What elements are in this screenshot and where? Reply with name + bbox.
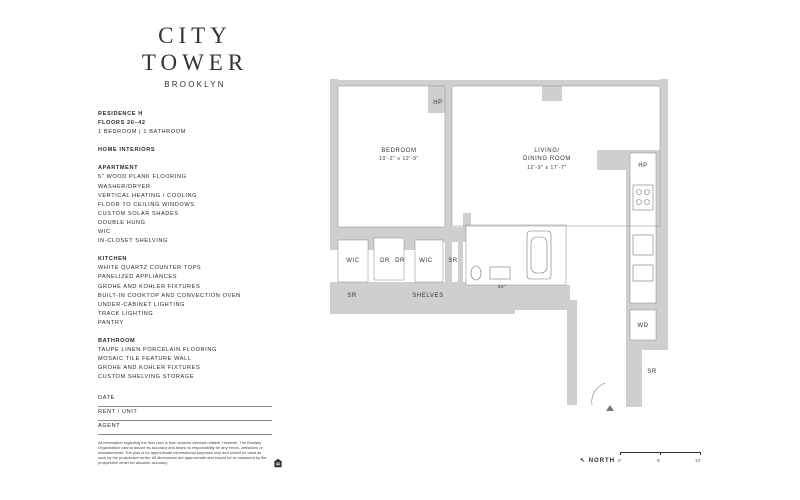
residence-beds: 1 BEDROOM | 1 BATHROOM bbox=[98, 129, 186, 136]
kitchen-item: PANELIZED APPLIANCES bbox=[98, 274, 178, 281]
corridor-wall-left bbox=[567, 300, 577, 405]
brand-line-2: TOWER bbox=[141, 50, 249, 75]
bathroom-heading: BATHROOM bbox=[98, 337, 136, 344]
kitchen-corner bbox=[597, 150, 631, 170]
living-dims: 12'-9" x 17'-7" bbox=[527, 165, 567, 171]
right-upper-wall bbox=[660, 79, 668, 159]
apartment-heading: APARTMENT bbox=[98, 165, 139, 172]
rent-unit-label: RENT / UNIT bbox=[98, 409, 138, 415]
date-field[interactable] bbox=[98, 395, 272, 407]
residence-floors: FLOORS 20–42 bbox=[98, 120, 146, 127]
date-label: DATE bbox=[98, 395, 115, 401]
residence-name: RESIDENCE H bbox=[98, 111, 143, 117]
wd-label: WD bbox=[637, 323, 649, 329]
sr-label-1: SR bbox=[448, 258, 458, 264]
dr-label-2: DR bbox=[395, 258, 405, 264]
apartment-item: 5" WOOD PLANK FLOORING bbox=[98, 174, 187, 181]
column-top bbox=[542, 86, 562, 101]
brand-line-1: CITY bbox=[158, 23, 232, 48]
apartment-item: DOUBLE HUNG bbox=[98, 219, 146, 226]
rent-unit-field[interactable] bbox=[98, 409, 272, 421]
kitchen-item: GROHE AND KOHLER FIXTURES bbox=[98, 283, 201, 290]
kitchen-item: BUILT-IN COOKTOP AND CONVECTION OVEN bbox=[98, 292, 241, 299]
north-indicator bbox=[580, 457, 615, 464]
kitchen-item: UNDER-CABINET LIGHTING bbox=[98, 301, 186, 308]
kitchen-heading: KITCHEN bbox=[98, 256, 128, 263]
left-wall bbox=[330, 79, 338, 231]
sr-label-2: SR bbox=[347, 293, 357, 299]
kitchen-item: TRACK LIGHTING bbox=[98, 310, 154, 317]
bathroom-item: TAUPE LINEN PORCELAIN FLOORING bbox=[98, 347, 217, 354]
kitchen-item: PANTRY bbox=[98, 319, 124, 326]
shelves-label: SHELVES bbox=[412, 293, 444, 299]
agent-label: AGENT bbox=[98, 423, 121, 429]
floor-plan bbox=[330, 75, 675, 415]
sr-label-3: SR bbox=[647, 369, 657, 375]
bedroom-label: BEDROOM bbox=[381, 148, 417, 154]
north-label: NORTH bbox=[588, 458, 616, 464]
residence-info bbox=[98, 110, 288, 382]
apartment-item: IN-CLOSET SHELVING bbox=[98, 238, 168, 245]
dr-label-1: DR bbox=[380, 258, 390, 264]
scale-bar bbox=[620, 452, 700, 470]
bath-bottom bbox=[515, 285, 570, 310]
kitchen-counter bbox=[630, 153, 656, 303]
vanity-dim: 30" bbox=[497, 284, 507, 289]
bathroom-item: GROHE AND KOHLER FIXTURES bbox=[98, 365, 201, 372]
north-arrow-icon: ↖ bbox=[580, 458, 589, 464]
wic-label-2: WIC bbox=[419, 258, 433, 264]
center-wall bbox=[445, 85, 452, 297]
corridor-wall-right bbox=[626, 345, 642, 407]
hp-label-2: HP bbox=[638, 163, 648, 169]
home-interiors-heading: HOME INTERIORS bbox=[98, 147, 156, 154]
living-label-1: LIVING/ bbox=[534, 148, 560, 154]
apartment-item: FLOOR TO CEILING WINDOWS bbox=[98, 201, 195, 208]
hp-label-1: HP bbox=[433, 100, 443, 106]
apartment-item: WASHER/DRYER bbox=[98, 183, 151, 190]
window-strip bbox=[335, 80, 662, 86]
scale-label-6: 6' bbox=[657, 458, 661, 463]
apartment-item: VERTICAL HEATING / COOLING bbox=[98, 192, 198, 199]
bedroom-dims: 10'-2" x 12'-9" bbox=[379, 156, 419, 162]
kitchen-item: WHITE QUARTZ COUNTER TOPS bbox=[98, 265, 202, 272]
living-label-2: DINING ROOM bbox=[523, 156, 571, 162]
equal-housing-icon bbox=[273, 458, 283, 468]
apartment-item: CUSTOM SOLAR SHADES bbox=[98, 210, 179, 217]
bath-wall-left bbox=[458, 227, 463, 282]
entry-arrow-icon bbox=[606, 405, 614, 411]
brand-location: BROOKLYN bbox=[164, 80, 226, 89]
brand-logo bbox=[120, 22, 270, 89]
agent-field[interactable] bbox=[98, 423, 272, 435]
bathroom-item: CUSTOM SHELVING STORAGE bbox=[98, 374, 195, 381]
wic-label-1: WIC bbox=[346, 258, 360, 264]
bathroom-item: MOSAIC TILE FEATURE WALL bbox=[98, 356, 192, 363]
scale-label-0: 0' bbox=[618, 458, 622, 463]
scale-label-12: 12' bbox=[695, 458, 701, 463]
apartment-item: WIC bbox=[98, 229, 111, 236]
disclaimer-text: All information regarding the floor plan is from sources deemed reliable. However, The Brodsky Organization cannot assure its accuracy and bears no responsibility for any errors, omissions or misstatements. The plan is for approximate informational purposes only and should be used as such by the prospective renter. All dimensions are approximate and should be re-measured by the prospective renter for absolute accuracy. bbox=[98, 440, 267, 466]
